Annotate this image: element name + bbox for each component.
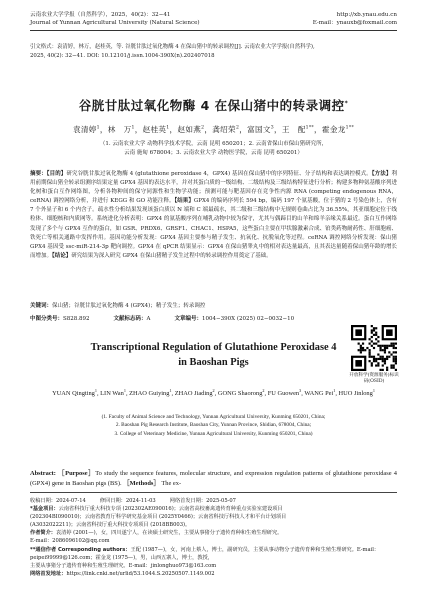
corresponding-label: **通信作者 Corresponding authors：: [30, 546, 131, 553]
abstract-en: [30, 469, 397, 488]
author-note-email[interactable]: E-mail：2086096102@qq.com: [30, 538, 110, 545]
article-no-label: 文章编号：: [174, 316, 203, 322]
revised-label: 修回日期：: [99, 498, 126, 504]
author-note-label: 作者简介：: [30, 530, 56, 537]
online-date: 2025-05-07: [206, 498, 236, 504]
citation-line-1: 引文格式：袁清婷，林万，赵桂英，等. 谷胱甘肽过氧化物酶 4 在保山猪中的转录调控[J]. 云南农业大学学报(自然科学),: [30, 44, 315, 50]
running-header: [30, 11, 397, 27]
author-name: HUO Jinlong: [338, 390, 373, 398]
abstract-cn: [30, 170, 397, 261]
author-affiliation-mark: 1: [94, 388, 97, 393]
author-affiliation-mark: 3: [299, 388, 302, 393]
journal-url[interactable]: http://xb.ynau.edu.cn: [336, 12, 397, 18]
author-name: 赵桂英: [142, 125, 167, 134]
author-name: 袁清婷: [72, 125, 97, 134]
author-name: LIN Wan: [100, 390, 124, 398]
author-name: 林 万: [107, 125, 132, 134]
abstract-cn-label: 摘要：: [30, 171, 47, 177]
author-affiliation-mark: 2: [201, 125, 205, 131]
fund-label: *基金项目：: [30, 506, 59, 513]
method-en-text: The ex-: [161, 479, 182, 487]
author-affiliation-mark: 2: [262, 388, 265, 393]
corresponding-note: [30, 546, 397, 570]
author-affiliation-mark: 1: [131, 125, 135, 131]
author-affiliation-mark: 1**: [305, 125, 315, 131]
affiliation-cn-line: （1. 云南农业大学 动物科学技术学院，云南 昆明 650201；2. 云南省保山市保山猪研究所，: [99, 141, 328, 147]
clc-label: 中图分类号：: [30, 316, 64, 322]
fund-line: 云南省科技厅重大科技专项 (202302AE090016)；云南省高校畜禽遗传育种重点实验室建设项目: [58, 506, 283, 513]
authors-cn: 袁清婷$^1$，林 万$^1$，赵桂英$^1$，赵如燕$^2$，龚绍荣$^2$，富国文$^3$，王 配$^{1**}$，霍金龙$^{1**}$: [72, 125, 355, 134]
author-note-line: 袁清婷 (2001—)，女，四川遂宁人，在读硕士研究生，主要从事猪分子遗传育种和生殖生理研究。: [55, 530, 283, 537]
author-note: [30, 529, 397, 545]
result-tag: 【结果】: [174, 198, 194, 205]
author-affiliation-mark: 1: [333, 388, 336, 393]
online-address: [30, 570, 397, 578]
author-name: 龚绍荣: [212, 125, 236, 134]
conclusion-tag: 【结论】: [52, 252, 72, 259]
affiliation-cn-line: 云南 施甸 678004；3. 云南农业大学 动物医学院，云南 昆明 650201）: [124, 150, 303, 156]
method-text: 利用前期保山猪全转录组测序结果定量 GPX4 基因的表达水平，并对其蛋白质的一级结构、二级结构及三级结构特征进行分析；构建多物种氨基酸序列进化树和蛋白互作网络图，分析各物种间的保守同源性和生物学功能；预测可能与靶基因存在竞争性内源 RNA (competing endogenous RNA，ceRNA) 调控网络分析，并进行 KEGG 和 GO 功能注释。: [30, 171, 397, 205]
authors-en: YUAN Qingting$^1$, LIN Wan$^1$, ZHAO Guiying$^1$, ZHAO Jiading$^2$, GONG Shaorong$^2$, FU Guowen$^3$, WANG Pei$^1$, HUO Jinlong$^1$: [52, 388, 375, 398]
author-affiliation-mark: 2: [212, 388, 215, 393]
author-affiliation-mark: 3: [270, 125, 275, 131]
author-name: GONG Shaorong: [217, 390, 263, 398]
corresponding-line: 主要从事猪分子遗传育种和生殖生理研究。E-mail：jinlonghuo973@163.com: [30, 562, 217, 569]
author-affiliation-mark: 1**: [345, 125, 355, 131]
doc-code-value: A: [146, 316, 151, 322]
author-name: ZHAO Jiading: [174, 390, 213, 398]
received-label: 收稿日期：: [30, 498, 56, 504]
author-name: YUAN Qingting: [52, 390, 95, 398]
author-affiliation-mark: 1: [166, 125, 170, 131]
author-affiliation-mark: 2: [235, 125, 240, 131]
osid-qr-code-icon[interactable]: [351, 325, 397, 371]
title-cn-text: 谷胱甘肽过氧化物酶 4 在保山猪中的转录调控: [78, 98, 345, 113]
conclusion-text: 研究结果为深入研究 GPX4 在保山猪精子发生过程中的转录调控作用奠定了基础。: [71, 252, 272, 259]
online-address-label: 网络首发地址：: [30, 570, 67, 577]
author-name: 霍金龙: [321, 125, 346, 134]
author-affiliation-mark: 1: [372, 388, 375, 393]
author-name: FU Guowen: [267, 390, 300, 398]
affiliation-en-line: (1. Faculty of Animal Science and Technology, Yunnan Agricultural University, Kunming 650201, China;: [101, 414, 326, 420]
purpose-en-tag: ［Purpose］: [58, 470, 96, 477]
citation-line-2: 2025, 40(2): 32−41. DOI: 10.12101/j.issn.1004-390X(n).202407018: [30, 52, 215, 59]
revised-date: 2024-11-03: [125, 498, 156, 504]
author-affiliation-mark: 1: [96, 125, 100, 131]
received-date: 2024-07-14: [55, 498, 86, 504]
author-name: 富国文: [247, 125, 271, 134]
keywords-text: 保山猪；谷胱甘肽过氧化物酶 4 (GPX4)；精子发生；转录调控: [52, 303, 206, 309]
affiliation-en-line: 2. Baoshan Pig Research Institute, Baoshan City, Yunnan Province, Shidian, 678004, China;: [115, 422, 312, 429]
author-affiliation-mark: 1: [123, 388, 126, 393]
fund-line: (202304BI090010)；云南省教育厅科学研究基金项目 (2025Y0466)；云南省科技厅科技人才和平台计划项目: [30, 514, 287, 521]
affiliations-cn: [30, 140, 397, 158]
journal-en: Journal of Yunnan Agricultural University (Natural Science): [30, 20, 200, 26]
affiliation-en-line: 3. College of Veterinary Medicine, Yunnan Agricultural University, Kunming 650201, China): [114, 430, 313, 437]
article-no-value: 1004−390X (2025) 02−0032−10: [202, 316, 295, 322]
doc-code-label: 文献标志码：: [113, 316, 147, 322]
title-en: Transcriptional Regulation of Glutathione Peroxidase 4 in Baoshan Pigs: [90, 342, 337, 368]
journal-cn-issue: 云南农业大学学报（自然科学），2025，40(2)：32−41: [30, 12, 171, 18]
date-row: [30, 497, 397, 505]
author-name: ZHAO Guiying: [129, 390, 170, 398]
title-cn-footnote-mark: *: [344, 99, 349, 107]
title-cn: [30, 96, 397, 114]
method-tag: 【方法】: [371, 171, 392, 177]
author-name: WANG Pei: [304, 390, 334, 398]
footnotes: [30, 497, 397, 578]
purpose-tag: 【目的】: [46, 171, 67, 177]
journal-email[interactable]: E-mail：ynauxb@foxmail.com: [312, 20, 397, 26]
method-en-tag: ［Methods］: [123, 479, 160, 487]
online-address-link[interactable]: https://link.cnki.net/urlid/53.1044.S.20250507.1149.002: [66, 570, 215, 577]
keywords-label: 关键词：: [30, 303, 53, 309]
clc-value: S828.892: [63, 316, 90, 322]
author-name: 赵如燕: [177, 125, 202, 134]
qr-caption: 开放科学(资源服务)标识码(OSID): [349, 373, 399, 384]
citation-format: [30, 43, 397, 60]
fund-line: (A3032022211)；云南省科技厅重大科技专项项目 (2018BB003)。: [30, 522, 191, 529]
keywords-cn: [30, 302, 397, 311]
corresponding-line: 王配 (1987—)，女，河南上蔡人，博士，副研究员，主要从事动物分子遗传育种和生殖生理研究。E-mail：peipei99999@126.com；霍金龙 (1975—)，男，山西五寨人，博士，教授，: [30, 546, 380, 561]
affiliations-en: [30, 413, 397, 438]
author-name: 王 配: [281, 125, 306, 134]
fund-note: [30, 505, 397, 529]
purpose-text: 研究谷胱甘肽过氧化物酶 4 (glutathione peroxidase 4，GPX4) 基因在保山猪中的序列特征、分子结构和表达调控模式。: [66, 171, 372, 177]
author-affiliation-mark: 1: [169, 388, 172, 393]
result-text: GPX4 的编码序列长 594 bp，编码 197 个氨基酸，位于猪的 2 号染色体上，含有 7 个外显子和 6 个内含子。疏水性分析结果发现该蛋白质以 N 端和 C 端最疏水，其二级和三级结构中无规则卷曲占比为 36.55%，其亚细胞定位于线粒体、细胞核和内质网等。系统进化分析表明：GPX4 的氨基酸序列在哺乳动物中较为保守，尤其与偶蹄目的山羊和绵羊亲缘关系最近。蛋白互作网络发现了多个与 GPX4 互作的蛋白，如 GSR、PRDX6、GRSF1、CHAC1、HSPA5，这些蛋白主要在甲状腺激素合成、铂类药物耐药性、肝细胞癌、铁死亡等相关通路中发挥作用。基因功能分析发现：GPX4 基因主要参与精子发生、抗氧化、抗脱氧化等过程。ceRNA 调控网络分析发现：保山猪 GPX4 基因受 ssc-miR-214-3p 靶向调控。GPX4 在 qPCR 结果显示：GPX4 在保山猪睾丸中的相对表达量最高，且其表达量随着保山猪年龄的增长而增加。: [30, 198, 397, 259]
abstract-en-label: Abstract:: [30, 470, 56, 477]
classification-line: [30, 314, 397, 322]
header-rule: [30, 30, 397, 31]
online-label: 网络首发日期：: [169, 498, 207, 504]
footnote-rule: [30, 492, 397, 493]
purpose-en-text: To study the sequence features, molecular structure, and expression regulation patterns of glutathione peroxidase 4 (GPX4) gene in Baoshan pigs (BS).: [30, 470, 397, 487]
